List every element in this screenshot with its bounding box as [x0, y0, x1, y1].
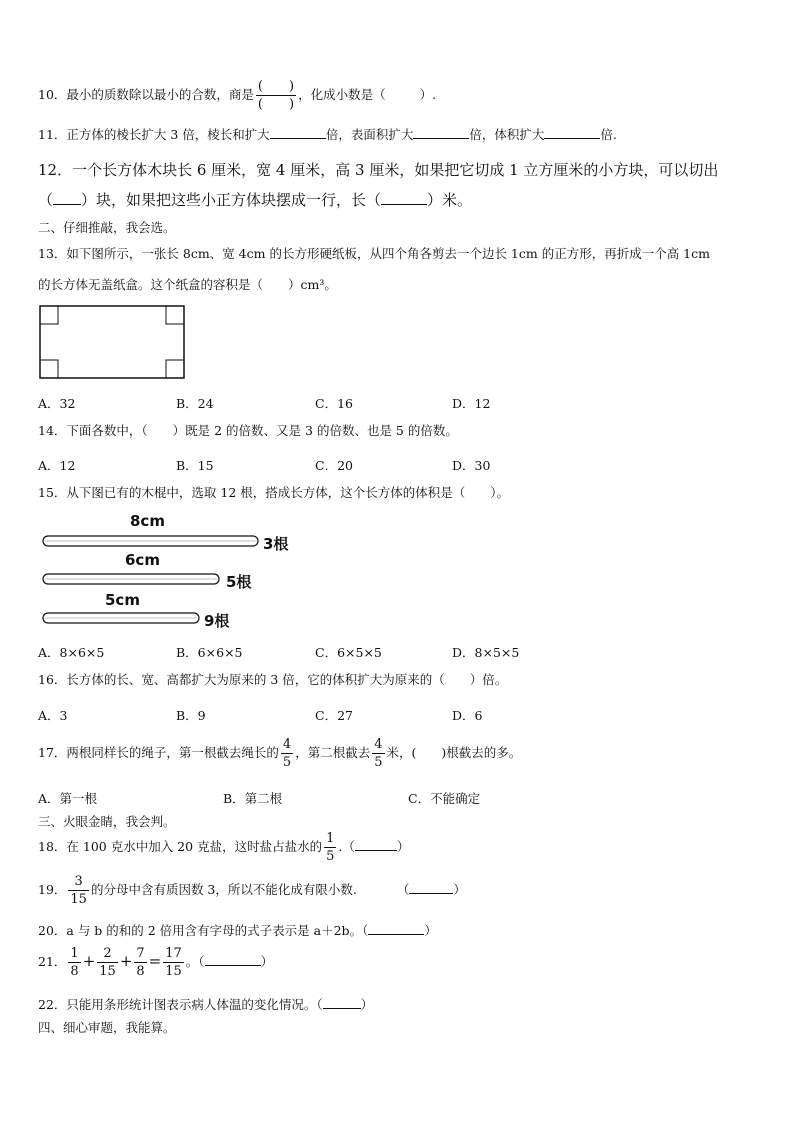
question-11: [38, 126, 617, 142]
sticks-diagram: [38, 508, 308, 633]
stick-1: [42, 534, 260, 548]
q16-option-c[interactable]: C．27: [315, 708, 353, 723]
question-21: [38, 947, 273, 978]
q10-denominator: ( ): [257, 97, 295, 112]
q21-fraction-4: [163, 947, 184, 978]
q21-f4-num: 17: [165, 946, 182, 961]
q17-options: [38, 789, 758, 805]
q10-text-c: ）.: [419, 87, 437, 102]
q22-text-a: 22．只能用条形统计图表示病人体温的变化情况。（: [38, 997, 323, 1012]
q17-text-b: ，第二根截去: [295, 745, 371, 760]
q21-label: 21．: [38, 954, 67, 969]
question-18: [38, 832, 409, 863]
stick-3: [42, 611, 202, 625]
question-10: [38, 80, 436, 111]
q16-option-b[interactable]: B．9: [176, 708, 206, 723]
q15-options: [38, 643, 758, 659]
question-20: [38, 923, 437, 938]
question-15: 15．从下图已有的木棍中，选取 12 根，搭成长方体，这个长方体的体积是（ ）。: [38, 485, 510, 500]
q11-text-a: 11．正方体的棱长扩大 3 倍，棱长和扩大: [38, 127, 270, 142]
q15-option-d[interactable]: D．8×5×5: [452, 645, 520, 660]
q21-equals: =: [148, 952, 162, 970]
q12-text-2a: （: [38, 191, 54, 209]
q21-f2-num: 2: [103, 946, 112, 961]
q12-text-1: 12．一个长方体木块长 6 厘米，宽 4 厘米，高 3 厘米，如果把它切成 1 立方厘米的小方块，可以切出: [38, 161, 719, 179]
stick-2: [42, 572, 222, 586]
section-4-heading: 四、细心审题，我能算。: [38, 1020, 176, 1035]
q10-text: 10．最小的质数除以最小的合数，商是: [38, 87, 254, 102]
q19-text-c: ）: [453, 882, 466, 897]
q19-text-b: （: [396, 882, 410, 897]
q17-option-b[interactable]: B．第二根: [223, 791, 283, 806]
stick-1-count: 3根: [263, 535, 289, 553]
q20-blank[interactable]: [368, 923, 424, 935]
q16-options: [38, 706, 758, 722]
section-3-heading: 三、火眼金睛，我会判。: [38, 814, 176, 829]
q21-fraction-2: [97, 947, 118, 978]
q17-fraction-2: [372, 738, 384, 769]
stick-3-length: 5cm: [105, 591, 140, 609]
q12-text-2b: ）块，如果把这些小正方体块摆成一行，长（: [81, 191, 382, 209]
q17-text-a: 17．两根同样长的绳子，第一根截去绳长的: [38, 745, 279, 760]
q10-text-b: ，化成小数是（: [298, 87, 386, 102]
q11-blank-2[interactable]: [413, 126, 469, 139]
section-2-heading: 二、仔细推敲，我会选。: [38, 220, 176, 235]
q21-plus-2: +: [119, 952, 133, 970]
q18-blank[interactable]: [355, 839, 397, 851]
q13-option-c[interactable]: C．16: [315, 396, 353, 411]
question-12-line-1: [38, 163, 718, 178]
q18-text-a: 18．在 100 克水中加入 20 克盐，这时盐占盐水的: [38, 839, 323, 854]
q13-option-b[interactable]: B．24: [176, 396, 214, 411]
question-19: [38, 875, 466, 906]
stick-2-count: 5根: [226, 573, 252, 591]
q10-numerator: ( ): [257, 79, 295, 94]
q17-f2-den: 5: [374, 755, 383, 770]
q21-f3-den: 8: [136, 964, 145, 979]
q13-option-d[interactable]: D．12: [452, 396, 491, 411]
q13-options: [38, 394, 758, 410]
q17-option-a[interactable]: A．第一根: [38, 791, 98, 806]
q12-text-2c: ）米。: [427, 191, 473, 209]
q18-text-b: .（: [338, 839, 355, 854]
q21-blank[interactable]: [205, 954, 261, 966]
q18-fraction: [324, 832, 336, 863]
q11-text-b: 倍，表面积扩大: [325, 127, 414, 142]
q22-text-b: ）: [360, 997, 374, 1012]
q19-text: 的分母中含有质因数 3，所以不能化成有限小数.: [90, 882, 357, 897]
q15-option-c[interactable]: C．6×5×5: [315, 645, 382, 660]
q22-blank[interactable]: [323, 997, 361, 1009]
q12-blank-2[interactable]: [381, 193, 427, 205]
q21-fraction-1: [68, 947, 80, 978]
q21-f1-num: 1: [70, 946, 79, 961]
question-17: [38, 738, 521, 769]
q21-close: ）: [260, 954, 274, 969]
q16-option-d[interactable]: D．6: [452, 708, 483, 723]
q21-f1-den: 8: [70, 964, 79, 979]
q13-option-a[interactable]: A．32: [38, 396, 76, 411]
question-13-line-2: 的长方体无盖纸盒。这个纸盒的容积是（ ）cm³。: [38, 277, 337, 292]
q15-option-b[interactable]: B．6×6×5: [176, 645, 243, 660]
q11-text-c: 倍，体积扩大: [469, 127, 545, 142]
q17-f1-den: 5: [282, 755, 292, 770]
cardboard-diagram: [38, 304, 188, 382]
q21-plus-1: +: [82, 952, 96, 970]
stick-3-count: 9根: [204, 612, 230, 630]
q17-fraction-1: [281, 738, 293, 769]
q17-f2-num: 4: [374, 737, 383, 752]
q11-text-d: 倍.: [600, 127, 617, 142]
q16-option-a[interactable]: A．3: [38, 708, 68, 723]
q20-text-b: ）: [424, 923, 437, 938]
q19-fraction: [68, 875, 89, 906]
q21-f4-den: 15: [165, 964, 182, 979]
question-22: [38, 997, 373, 1012]
question-12-line-2: [38, 193, 472, 208]
q17-text-c: 米，( )根截去的多。: [386, 745, 522, 760]
q14-option-d[interactable]: D．30: [452, 458, 491, 473]
q12-blank-1[interactable]: [53, 193, 81, 205]
q15-option-a[interactable]: A．8×6×5: [38, 645, 105, 660]
q19-label: 19．: [38, 882, 67, 897]
q19-blank[interactable]: [409, 882, 453, 894]
q17-option-c[interactable]: C．不能确定: [408, 791, 481, 806]
q14-option-c[interactable]: C．20: [315, 458, 353, 473]
stick-1-length: 8cm: [130, 512, 165, 530]
q18-den: 5: [326, 849, 335, 864]
q10-fraction: [256, 80, 296, 111]
q17-f1-num: 4: [282, 737, 292, 752]
q11-blank-3[interactable]: [544, 126, 600, 139]
q21-f2-den: 15: [99, 964, 116, 979]
question-13-line-1: 13．如下图所示，一张长 8cm、宽 4cm 的长方形硬纸板，从四个角各剪去一个边长 1cm 的正方形，再折成一个高 1cm: [38, 246, 710, 261]
q20-text-a: 20．a 与 b 的和的 2 倍用含有字母的式子表示是 a＋2b。（: [38, 923, 369, 938]
q14-option-a[interactable]: A．12: [38, 458, 76, 473]
q21-tail: 。（: [185, 954, 205, 969]
question-14: 14．下面各数中，（ ）既是 2 的倍数、又是 3 的倍数、也是 5 的倍数。: [38, 423, 458, 438]
q18-text-c: ）: [396, 839, 410, 854]
q21-fraction-3: [134, 947, 146, 978]
q11-blank-1[interactable]: [270, 126, 326, 139]
q18-num: 1: [326, 831, 335, 846]
q19-num: 3: [74, 874, 83, 889]
q14-options: [38, 456, 758, 472]
q14-option-b[interactable]: B．15: [176, 458, 214, 473]
q19-den: 15: [70, 892, 87, 907]
stick-2-length: 6cm: [125, 551, 160, 569]
q21-f3-num: 7: [136, 946, 145, 961]
question-16: 16．长方体的长、宽、高都扩大为原来的 3 倍，它的体积扩大为原来的（ ）倍。: [38, 672, 508, 687]
